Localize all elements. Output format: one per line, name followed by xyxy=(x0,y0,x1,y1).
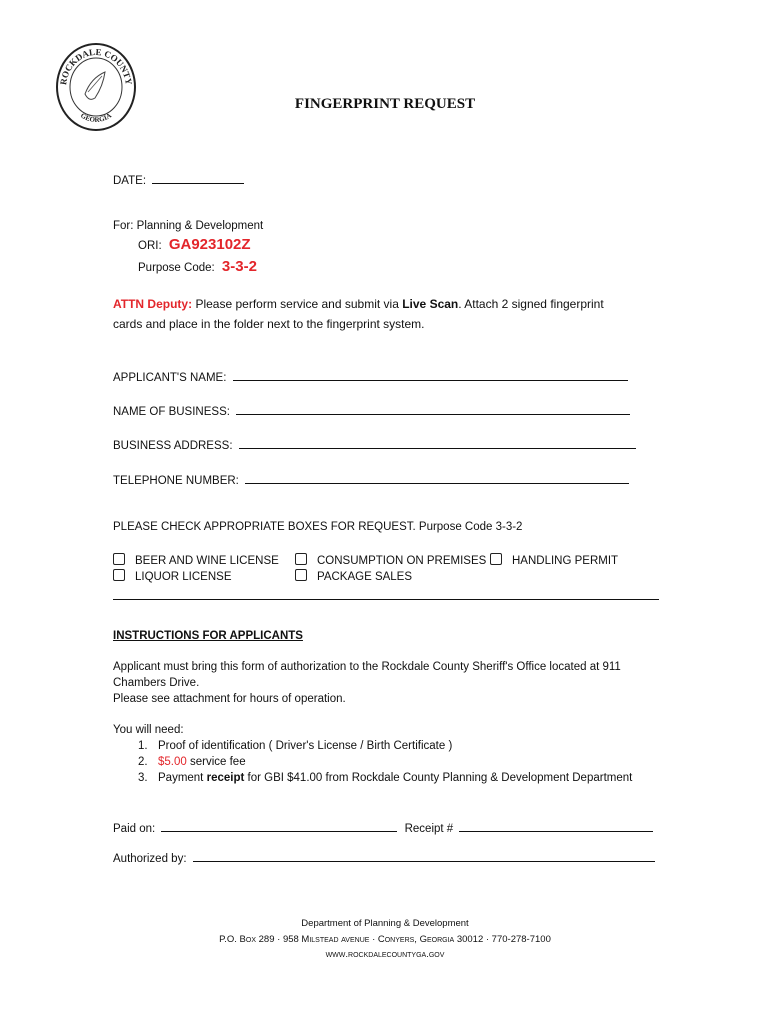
need-number: 3. xyxy=(138,772,148,784)
receipt-field[interactable] xyxy=(459,820,653,832)
business-name-field[interactable] xyxy=(236,403,630,415)
checkbox-consumption[interactable] xyxy=(295,553,486,567)
check-instruction: PLEASE CHECK APPROPRIATE BOXES FOR REQUEST. Purpose Code 3-3-2 xyxy=(113,521,523,533)
need-text: Proof of identification ( Driver's License / Birth Certificate ) xyxy=(158,740,453,752)
checkbox-icon[interactable] xyxy=(295,569,307,581)
need-text: for GBI $41.00 from Rockdale County Planning & Development Department xyxy=(247,772,633,784)
footer-website[interactable]: www.rockdalecountyga.gov xyxy=(325,949,445,960)
svg-text:GEORGIA xyxy=(79,112,113,125)
checkbox-icon[interactable] xyxy=(113,569,125,581)
ori-label: ORI: xyxy=(138,240,162,252)
authorized-row xyxy=(113,850,655,865)
for-label: For: xyxy=(113,220,134,232)
instructions-p2: Please see attachment for hours of operation. xyxy=(113,693,346,705)
telephone-label: TELEPHONE NUMBER: xyxy=(113,475,239,487)
authorized-field[interactable] xyxy=(193,850,655,862)
attn-line-1 xyxy=(113,297,604,311)
ori-value: GA923102Z xyxy=(168,236,251,253)
date-field[interactable] xyxy=(152,172,244,184)
checkbox-package-label: PACKAGE SALES xyxy=(317,571,413,583)
checkbox-icon[interactable] xyxy=(113,553,125,565)
for-row xyxy=(113,220,263,232)
fee-amount: $5.00 xyxy=(158,756,187,768)
for-value: Planning & Development xyxy=(136,220,264,232)
need-item-3 xyxy=(138,772,632,784)
checkbox-icon[interactable] xyxy=(295,553,307,565)
purpose-label: Purpose Code: xyxy=(138,262,215,274)
attn-line-2: cards and place in the folder next to the fingerprint system. xyxy=(113,317,425,331)
ori-row xyxy=(138,236,251,253)
receipt-label: Receipt # xyxy=(404,823,454,835)
attn-label: ATTN Deputy: xyxy=(113,297,193,311)
need-text: service fee xyxy=(189,756,246,768)
telephone-row xyxy=(113,472,629,487)
need-number: 1. xyxy=(138,740,148,752)
telephone-field[interactable] xyxy=(245,472,629,484)
seal-top-text: ROCKDALE COUNTY xyxy=(58,46,134,86)
checkbox-liquor[interactable] xyxy=(113,569,232,583)
seal-bottom-text: GEORGIA xyxy=(79,111,113,124)
authorized-label: Authorized by: xyxy=(113,853,187,865)
paid-on-field[interactable] xyxy=(161,820,397,832)
applicant-name-row xyxy=(113,369,628,384)
instructions-heading: INSTRUCTIONS FOR APPLICANTS xyxy=(113,630,303,642)
business-address-row xyxy=(113,437,636,452)
business-name-row xyxy=(113,403,630,418)
county-seal-logo xyxy=(55,42,137,132)
checkbox-consumption-label: CONSUMPTION ON PREMISES xyxy=(317,555,487,567)
applicant-name-field[interactable] xyxy=(233,369,628,381)
instructions-p1-line1: Applicant must bring this form of authorization to the Rockdale County Sheriff's Office located at 911 xyxy=(113,661,621,673)
need-item-1 xyxy=(138,740,452,752)
svg-text:ROCKDALE COUNTY xyxy=(58,47,134,86)
date-label: DATE: xyxy=(113,175,147,187)
attn-text-2: . Attach 2 signed fingerprint xyxy=(458,297,604,311)
page-title: FINGERPRINT REQUEST xyxy=(294,96,476,112)
paid-row xyxy=(113,820,653,835)
business-address-label: BUSINESS ADDRESS: xyxy=(113,440,233,452)
checkbox-beer-wine-label: BEER AND WINE LICENSE xyxy=(135,555,279,567)
checkbox-handling-label: HANDLING PERMIT xyxy=(512,555,619,567)
you-will-need: You will need: xyxy=(113,724,184,736)
purpose-row xyxy=(138,258,257,275)
need-text-bold: receipt xyxy=(206,772,245,784)
instructions-p1-line2: Chambers Drive. xyxy=(113,677,200,689)
need-text: Payment xyxy=(158,772,204,784)
checkbox-liquor-label: LIQUOR LICENSE xyxy=(135,571,232,583)
checkbox-handling[interactable] xyxy=(490,553,618,567)
applicant-name-label: APPLICANT'S NAME: xyxy=(113,372,227,384)
purpose-value: 3-3-2 xyxy=(221,258,257,275)
attn-live-scan: Live Scan xyxy=(402,297,459,311)
footer-line-1: Department of Planning & Development xyxy=(301,918,469,929)
checkbox-package[interactable] xyxy=(295,569,412,583)
checkbox-icon[interactable] xyxy=(490,553,502,565)
paid-on-label: Paid on: xyxy=(113,823,156,835)
footer-line-2: P.O. Box 289 · 958 Milstead avenue · Conyers, Georgia 30012 · 770-278-7100 xyxy=(219,934,551,945)
business-name-label: NAME OF BUSINESS: xyxy=(113,406,230,418)
section-divider xyxy=(113,599,659,600)
need-number: 2. xyxy=(138,756,148,768)
need-item-2 xyxy=(138,756,246,768)
attn-text-1: Please perform service and submit via xyxy=(195,297,399,311)
date-row xyxy=(113,172,244,187)
checkbox-beer-wine[interactable] xyxy=(113,553,279,567)
business-address-field[interactable] xyxy=(239,437,636,449)
